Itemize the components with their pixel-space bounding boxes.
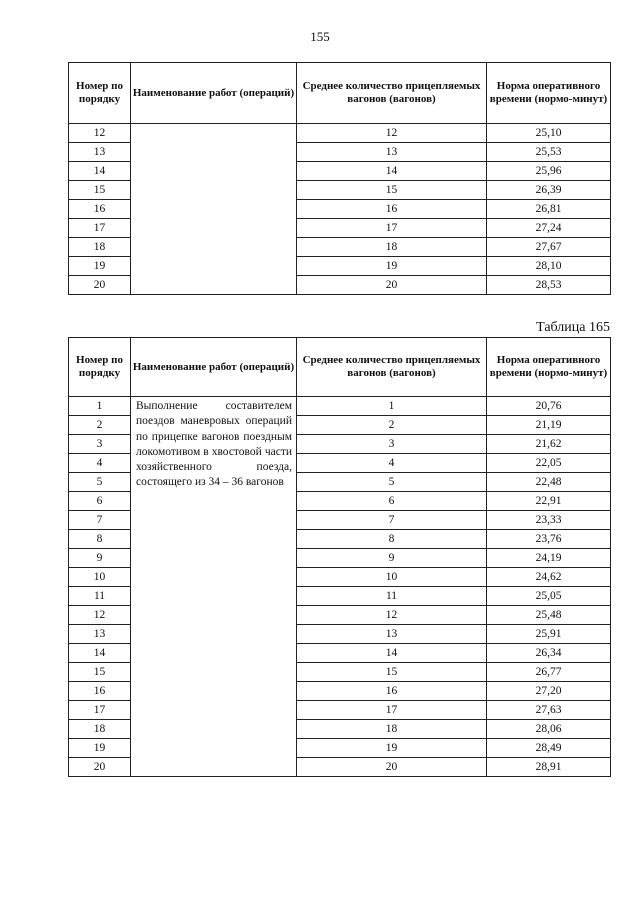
cell-number: 15 <box>69 663 131 682</box>
cell-number: 6 <box>69 492 131 511</box>
cell-number: 20 <box>69 758 131 777</box>
cell-average-wagons: 18 <box>297 720 487 739</box>
cell-number: 20 <box>69 276 131 295</box>
cell-norm-time: 24,19 <box>487 549 611 568</box>
cell-norm-time: 26,77 <box>487 663 611 682</box>
cell-number: 14 <box>69 644 131 663</box>
cell-number: 16 <box>69 682 131 701</box>
cell-norm-time: 25,05 <box>487 587 611 606</box>
cell-norm-time: 25,91 <box>487 625 611 644</box>
cell-average-wagons: 19 <box>297 739 487 758</box>
header-number: Номер по порядку <box>69 338 131 397</box>
cell-average-wagons: 12 <box>297 606 487 625</box>
header-row <box>69 63 611 124</box>
cell-number: 2 <box>69 416 131 435</box>
header-operation: Наименование работ (операций) <box>131 338 297 397</box>
cell-number: 1 <box>69 397 131 416</box>
cell-norm-time: 25,10 <box>487 124 611 143</box>
table-row <box>69 397 611 416</box>
cell-number: 5 <box>69 473 131 492</box>
cell-average-wagons: 13 <box>297 143 487 162</box>
cell-number: 17 <box>69 219 131 238</box>
cell-norm-time: 27,63 <box>487 701 611 720</box>
table-body <box>69 397 611 777</box>
header-average-wagons: Среднее количество прицепляемых вагонов (вагонов) <box>297 63 487 124</box>
table-row <box>69 124 611 143</box>
cell-average-wagons: 2 <box>297 416 487 435</box>
cell-number: 10 <box>69 568 131 587</box>
cell-average-wagons: 6 <box>297 492 487 511</box>
header-row <box>69 338 611 397</box>
cell-average-wagons: 4 <box>297 454 487 473</box>
cell-norm-time: 22,91 <box>487 492 611 511</box>
cell-average-wagons: 20 <box>297 276 487 295</box>
cell-operation <box>131 124 297 295</box>
cell-average-wagons: 3 <box>297 435 487 454</box>
cell-number: 3 <box>69 435 131 454</box>
cell-norm-time: 25,53 <box>487 143 611 162</box>
cell-number: 9 <box>69 549 131 568</box>
cell-number: 17 <box>69 701 131 720</box>
cell-norm-time: 26,34 <box>487 644 611 663</box>
cell-norm-time: 28,10 <box>487 257 611 276</box>
cell-norm-time: 23,33 <box>487 511 611 530</box>
cell-average-wagons: 14 <box>297 162 487 181</box>
cell-norm-time: 22,48 <box>487 473 611 492</box>
cell-norm-time: 28,91 <box>487 758 611 777</box>
header-operation: Наименование работ (операций) <box>131 63 297 124</box>
header-norm-time: Норма оперативного времени (нормо-минут) <box>487 63 611 124</box>
cell-norm-time: 23,76 <box>487 530 611 549</box>
cell-number: 14 <box>69 162 131 181</box>
cell-average-wagons: 16 <box>297 200 487 219</box>
cell-average-wagons: 13 <box>297 625 487 644</box>
cell-average-wagons: 14 <box>297 644 487 663</box>
cell-number: 7 <box>69 511 131 530</box>
cell-norm-time: 27,20 <box>487 682 611 701</box>
cell-norm-time: 28,53 <box>487 276 611 295</box>
cell-average-wagons: 9 <box>297 549 487 568</box>
cell-average-wagons: 15 <box>297 663 487 682</box>
cell-norm-time: 27,67 <box>487 238 611 257</box>
cell-norm-time: 20,76 <box>487 397 611 416</box>
cell-average-wagons: 5 <box>297 473 487 492</box>
table-body <box>69 124 611 295</box>
header-number: Номер по порядку <box>69 63 131 124</box>
cell-number: 16 <box>69 200 131 219</box>
cell-number: 8 <box>69 530 131 549</box>
cell-norm-time: 25,48 <box>487 606 611 625</box>
cell-number: 13 <box>69 143 131 162</box>
cell-average-wagons: 17 <box>297 219 487 238</box>
cell-number: 12 <box>69 606 131 625</box>
cell-norm-time: 24,62 <box>487 568 611 587</box>
cell-number: 18 <box>69 720 131 739</box>
cell-average-wagons: 1 <box>297 397 487 416</box>
cell-average-wagons: 18 <box>297 238 487 257</box>
cell-norm-time: 22,05 <box>487 454 611 473</box>
cell-average-wagons: 19 <box>297 257 487 276</box>
cell-number: 15 <box>69 181 131 200</box>
header-norm-time: Норма оперативного времени (нормо-минут) <box>487 338 611 397</box>
cell-average-wagons: 17 <box>297 701 487 720</box>
cell-average-wagons: 7 <box>297 511 487 530</box>
cell-number: 13 <box>69 625 131 644</box>
cell-average-wagons: 12 <box>297 124 487 143</box>
cell-number: 11 <box>69 587 131 606</box>
cell-operation: Выполнение составителем поездов маневровых операций по прицепке вагонов поездным локомотивом в хвостовой части хозяйственного поезда, состоящего из 34 – 36 вагонов <box>131 397 297 777</box>
cell-average-wagons: 20 <box>297 758 487 777</box>
cell-norm-time: 21,62 <box>487 435 611 454</box>
cell-number: 19 <box>69 739 131 758</box>
cell-norm-time: 26,39 <box>487 181 611 200</box>
cell-norm-time: 26,81 <box>487 200 611 219</box>
cell-average-wagons: 15 <box>297 181 487 200</box>
page-number: 155 <box>310 29 330 44</box>
table-caption: Таблица 165 <box>536 320 610 335</box>
cell-number: 18 <box>69 238 131 257</box>
cell-average-wagons: 16 <box>297 682 487 701</box>
cell-norm-time: 28,49 <box>487 739 611 758</box>
cell-average-wagons: 11 <box>297 587 487 606</box>
cell-average-wagons: 8 <box>297 530 487 549</box>
header-average-wagons: Среднее количество прицепляемых вагонов (вагонов) <box>297 338 487 397</box>
cell-number: 4 <box>69 454 131 473</box>
cell-norm-time: 21,19 <box>487 416 611 435</box>
cell-norm-time: 28,06 <box>487 720 611 739</box>
norms-table-continued <box>68 62 611 295</box>
cell-norm-time: 27,24 <box>487 219 611 238</box>
cell-average-wagons: 10 <box>297 568 487 587</box>
norms-table-165 <box>68 337 611 777</box>
cell-norm-time: 25,96 <box>487 162 611 181</box>
cell-number: 19 <box>69 257 131 276</box>
cell-number: 12 <box>69 124 131 143</box>
